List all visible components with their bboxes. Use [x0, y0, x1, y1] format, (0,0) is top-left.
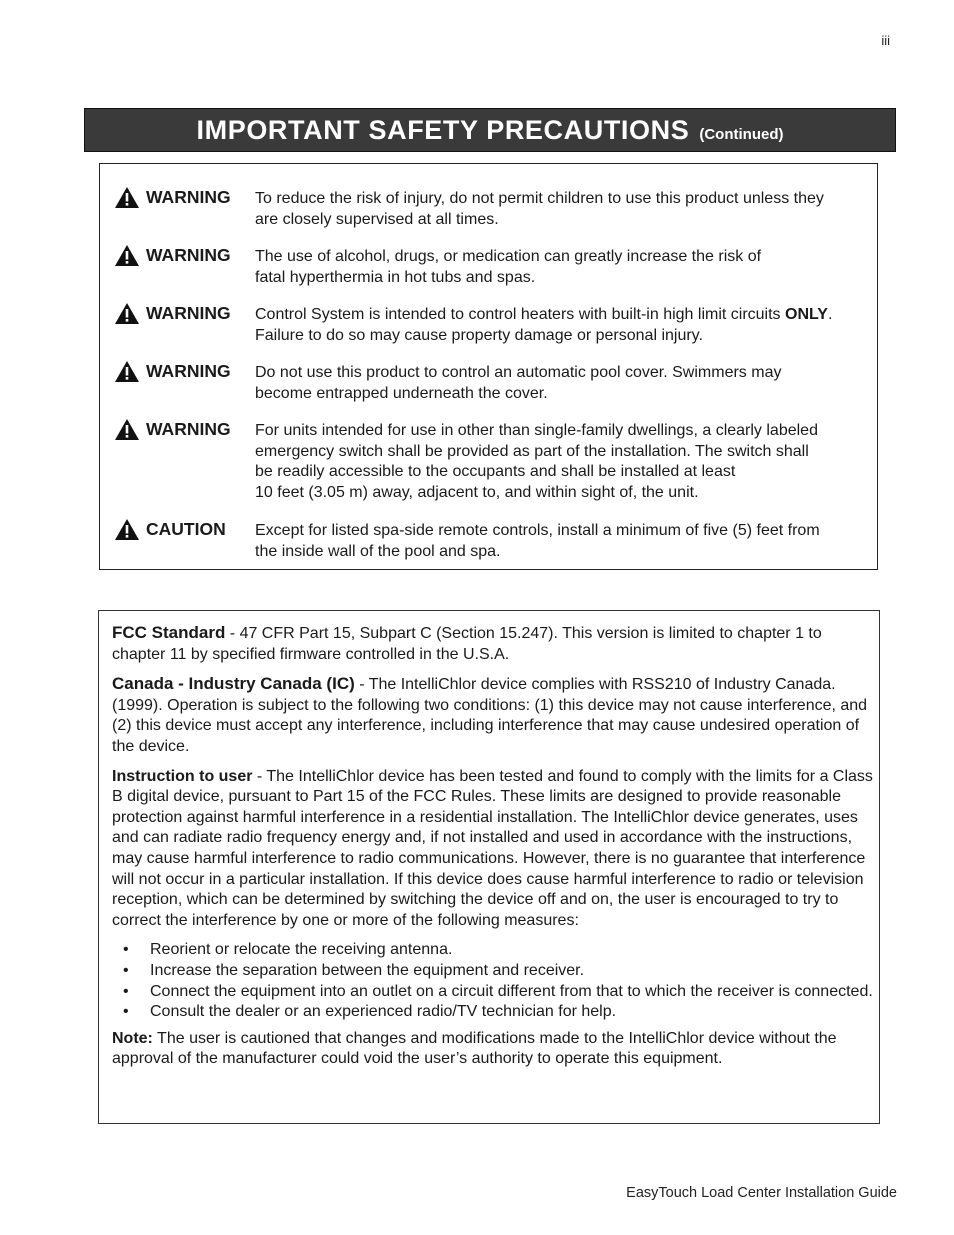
footer-guide-title: EasyTouch Load Center Installation Guide — [626, 1185, 897, 1201]
warning-label-text: WARNING — [146, 303, 231, 323]
warning-text — [255, 360, 781, 404]
warning-label — [115, 186, 255, 230]
warning-label — [115, 244, 255, 288]
page-number: iii — [881, 33, 890, 48]
warning-item — [115, 418, 870, 503]
instruction-paragraph — [112, 767, 873, 932]
list-item-text: Increase the separation between the equipment and receiver. — [150, 961, 585, 979]
warning-emphasis: ONLY — [785, 306, 828, 323]
warning-item — [115, 244, 870, 288]
warning-text-line: Do not use this product to control an automatic pool cover. Swimmers may — [255, 364, 782, 381]
caution-text-line: the inside wall of the pool and spa. — [255, 542, 501, 560]
bullet: • — [123, 982, 129, 1000]
warning-text-line: 10 feet (3.05 m) away, adjacent to, and within sight of, the unit. — [255, 483, 699, 501]
warning-text — [255, 186, 824, 230]
note-heading: Note: — [112, 1029, 153, 1047]
warning-item — [115, 360, 870, 404]
warning-label-text: WARNING — [146, 419, 231, 439]
warning-triangle-icon — [115, 303, 139, 324]
warning-text-segment: Control System is intended to control heaters with built-in high limit circuits — [255, 306, 785, 323]
warning-text — [255, 302, 832, 346]
fcc-standard-heading: FCC Standard — [112, 623, 226, 642]
caution-label — [115, 518, 255, 562]
section-title: IMPORTANT SAFETY PRECAUTIONS — [196, 114, 690, 145]
warning-text-line: emergency switch shall be provided as part of the installation. The switch shall — [255, 442, 809, 460]
fcc-compliance-box — [98, 610, 880, 1124]
fcc-standard-text: - 47 CFR Part 15, Subpart C (Section 15.247). This version is limited to chapter 1 to chapter 11 by specified firmware controlled in the U.S.A. — [112, 625, 822, 663]
warning-text — [255, 418, 818, 503]
list-item — [112, 1002, 873, 1023]
warning-label — [115, 302, 255, 346]
warning-label-text: WARNING — [146, 361, 231, 381]
canada-ic-heading: Canada - Industry Canada (IC) — [112, 674, 355, 694]
warning-text-segment: . — [827, 306, 833, 323]
note-text: The user is cautioned that changes and modifications made to the IntelliChlor device without the approval of the manufacturer could void the user’s authority to operate this equipment. — [112, 1029, 837, 1068]
warning-text-line — [255, 305, 832, 326]
warning-triangle-icon — [115, 361, 139, 382]
warning-text-line: Failure to do so may cause property damage or personal injury. — [255, 326, 703, 344]
warning-text-line: To reduce the risk of injury, do not permit children to use this product unless they — [255, 190, 824, 207]
warning-item — [115, 186, 870, 230]
warnings-box — [99, 163, 878, 570]
fcc-standard-paragraph — [112, 623, 873, 665]
warning-label-text: WARNING — [146, 245, 231, 265]
list-item-text: Consult the dealer or an experienced radio/TV technician for help. — [150, 1003, 617, 1021]
warning-text-line: are closely supervised at all times. — [255, 210, 499, 228]
warning-label — [115, 418, 255, 503]
warning-text-line: be readily accessible to the occupants and shall be installed at least — [255, 463, 736, 480]
list-item — [112, 961, 873, 982]
instruction-text: - The IntelliChlor device has been tested and found to comply with the limits for a Class B digital device, pursuant to Part 15 of the FCC Rules. These limits are designed to provide reasonable protection against harmful interference in a residential installation. The IntelliChlor device generates, uses and can radiate radio frequency energy and, if not installed and used in accordance with the instructions, may cause harmful interference to radio communications. However, there is no guarantee that interference will not occur in a particular installation. If this device does cause harmful interference to radio or television reception, which can be determined by switching the device off and on, the user is encouraged to try to correct the interference by one or more of the following measures: — [112, 767, 873, 929]
caution-text-line: Except for listed spa-side remote controls, install a minimum of five (5) feet from — [255, 522, 820, 539]
canada-ic-paragraph — [112, 674, 873, 757]
measures-list — [112, 940, 873, 1022]
warning-text-line: For units intended for use in other than single-family dwellings, a clearly labeled — [255, 422, 818, 439]
list-item — [112, 982, 873, 1003]
bullet: • — [123, 1003, 129, 1021]
warning-triangle-icon — [115, 245, 139, 266]
bullet: • — [123, 961, 129, 979]
bullet: • — [123, 941, 129, 959]
warning-triangle-icon — [115, 519, 139, 540]
warning-triangle-icon — [115, 187, 139, 208]
note-paragraph — [112, 1029, 873, 1070]
warning-text-line: become entrapped underneath the cover. — [255, 384, 548, 402]
warning-text-line: fatal hyperthermia in hot tubs and spas. — [255, 268, 536, 286]
section-header — [84, 108, 896, 152]
section-subtitle: (Continued) — [699, 125, 784, 143]
warning-text-line: The use of alcohol, drugs, or medication can greatly increase the risk of — [255, 248, 762, 265]
list-item — [112, 940, 873, 961]
list-item-text: Reorient or relocate the receiving antenna. — [150, 941, 453, 959]
warning-label-text: WARNING — [146, 187, 231, 207]
caution-item — [115, 518, 870, 562]
warning-text — [255, 244, 761, 288]
list-item-text: Connect the equipment into an outlet on a circuit different from that to which the receiver is connected. — [150, 982, 873, 1000]
warning-item — [115, 302, 870, 346]
canada-ic-text: - The IntelliChlor device complies with RSS210 of Industry Canada. (1999). Operation is subject to the following two conditions: (1) this device may not cause interference, and (2) this device must accept any interference, including interference that may cause undesired operation of the device. — [112, 676, 868, 755]
instruction-heading: Instruction to user — [112, 767, 253, 785]
warning-label — [115, 360, 255, 404]
warning-triangle-icon — [115, 419, 139, 440]
caution-label-text: CAUTION — [146, 519, 226, 539]
caution-text — [255, 518, 820, 562]
